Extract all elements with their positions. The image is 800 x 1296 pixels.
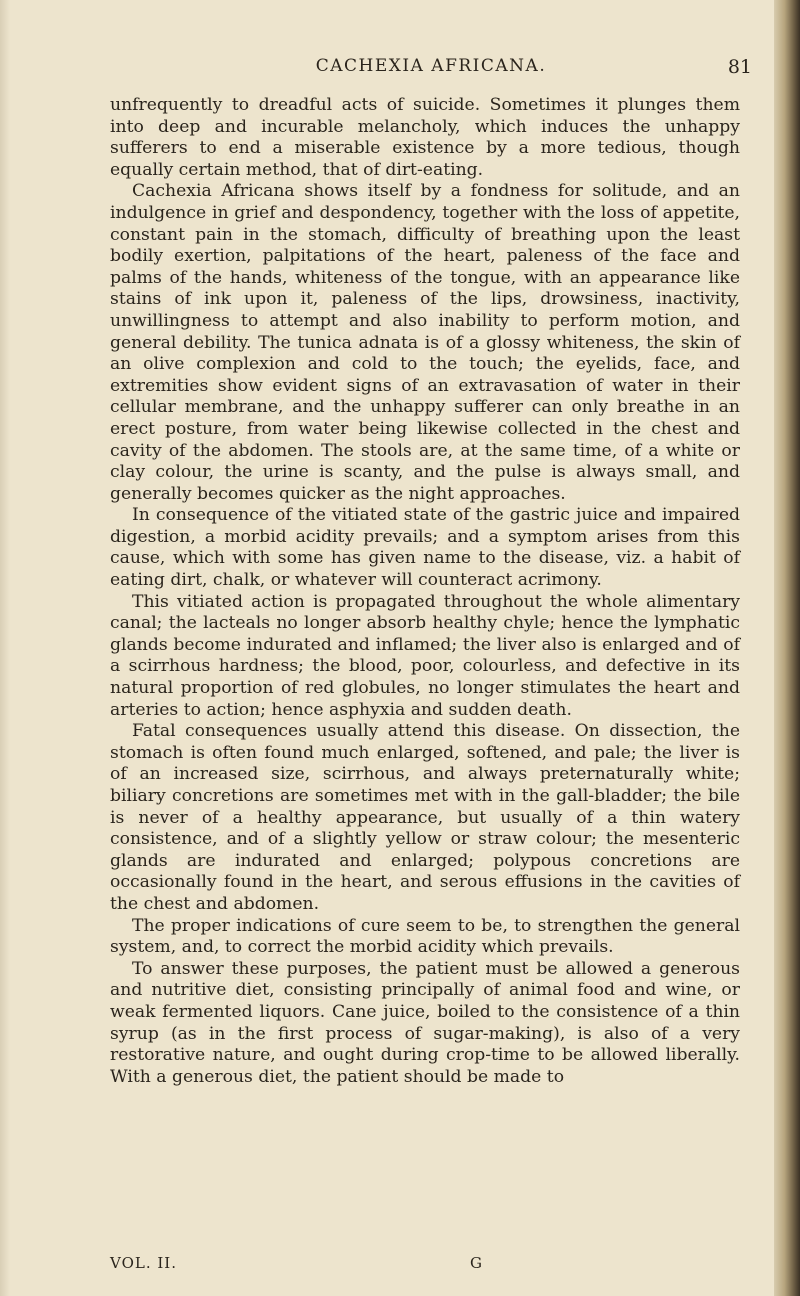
page-footer <box>110 1254 752 1278</box>
paragraph: This vitiated action is propagated throughout the whole alimentary canal; the lacteals no longer absorb healthy chyle; hence the lymphatic glands become indurated and inflamed; the liver also is enlarged and of a scirrhous hardness; the blood, poor, colourless, and defective in its natural proportion of red globules, no longer stimulates the heart and arteries to action; hence asphyxia and sudden death. <box>110 591 740 720</box>
signature-mark: G <box>470 1254 482 1272</box>
paragraph: Cachexia Africana shows itself by a fondness for solitude, and an indulgence in grief and despondency, together with the loss of appetite, constant pain in the stomach, difficulty of breathing upon the least bodily exertion, palpitations of the heart, paleness of the face and palms of the hands, whiteness of the tongue, with an appearance like stains of ink upon it, paleness of the lips, drowsiness, inactivity, unwillingness to attempt and also inability to perform motion, and general debility. The tunica adnata is of a glossy whiteness, the skin of an olive complexion and cold to the touch; the eyelids, face, and extremities show evident signs of an extravasation of water in their cellular membrane, and the unhappy sufferer can only breathe in an erect posture, from water being likewise collected in the chest and cavity of the abdomen. The stools are, at the same time, of a white or clay colour, the urine is scanty, and the pulse is always small, and generally becomes quicker as the night approaches. <box>110 181 740 504</box>
paragraph: unfrequently to dreadful acts of suicide. Sometimes it plunges them into deep and incurable melancholy, which induces the unhappy sufferers to end a miserable existence by a more tedious, though equally certain method, that of dirt-eating. <box>110 95 740 180</box>
page-number: 81 <box>727 56 752 78</box>
paragraph: In consequence of the vitiated state of the gastric juice and impaired digestion, a morbid acidity prevails; and a symptom arises from this cause, which with some has given name to the disease, viz. a habit of eating dirt, chalk, or whatever will counteract acrimony. <box>110 505 740 591</box>
running-head: CACHEXIA AFRICANA. <box>315 56 547 76</box>
body-text <box>110 95 740 1088</box>
volume-marker: VOL. II. <box>110 1254 177 1272</box>
paragraph: Fatal consequences usually attend this disease. On dissection, the stomach is often found much enlarged, softened, and pale; the liver is of an increased size, scirrhous, and always preternaturally white; biliary concretions are sometimes met with in the gall-bladder; the bile is never of a healthy appearance, but usually of a thin watery consistence, and of a slightly yellow or straw colour; the mesenteric glands are indurated and enlarged; polypous concretions are occasionally found in the heart, and serous effusions in the cavities of the chest and abdomen. <box>110 721 740 914</box>
page-edge-shadow <box>774 0 800 1296</box>
page-header <box>110 56 752 84</box>
paragraph: The proper indications of cure seem to be, to strengthen the general system, and, to correct the morbid acidity which prevails. <box>110 915 740 958</box>
paragraph: To answer these purposes, the patient must be allowed a generous and nutritive diet, consisting principally of animal food and wine, or weak fermented liquors. Cane juice, boiled to the consistence of a thin syrup (as in the first process of sugar-making), is also of a very restorative nature, and ought during crop-time to be allowed liberally. With a generous diet, the patient should be made to <box>110 958 740 1087</box>
page-gutter-shadow <box>0 0 10 1296</box>
